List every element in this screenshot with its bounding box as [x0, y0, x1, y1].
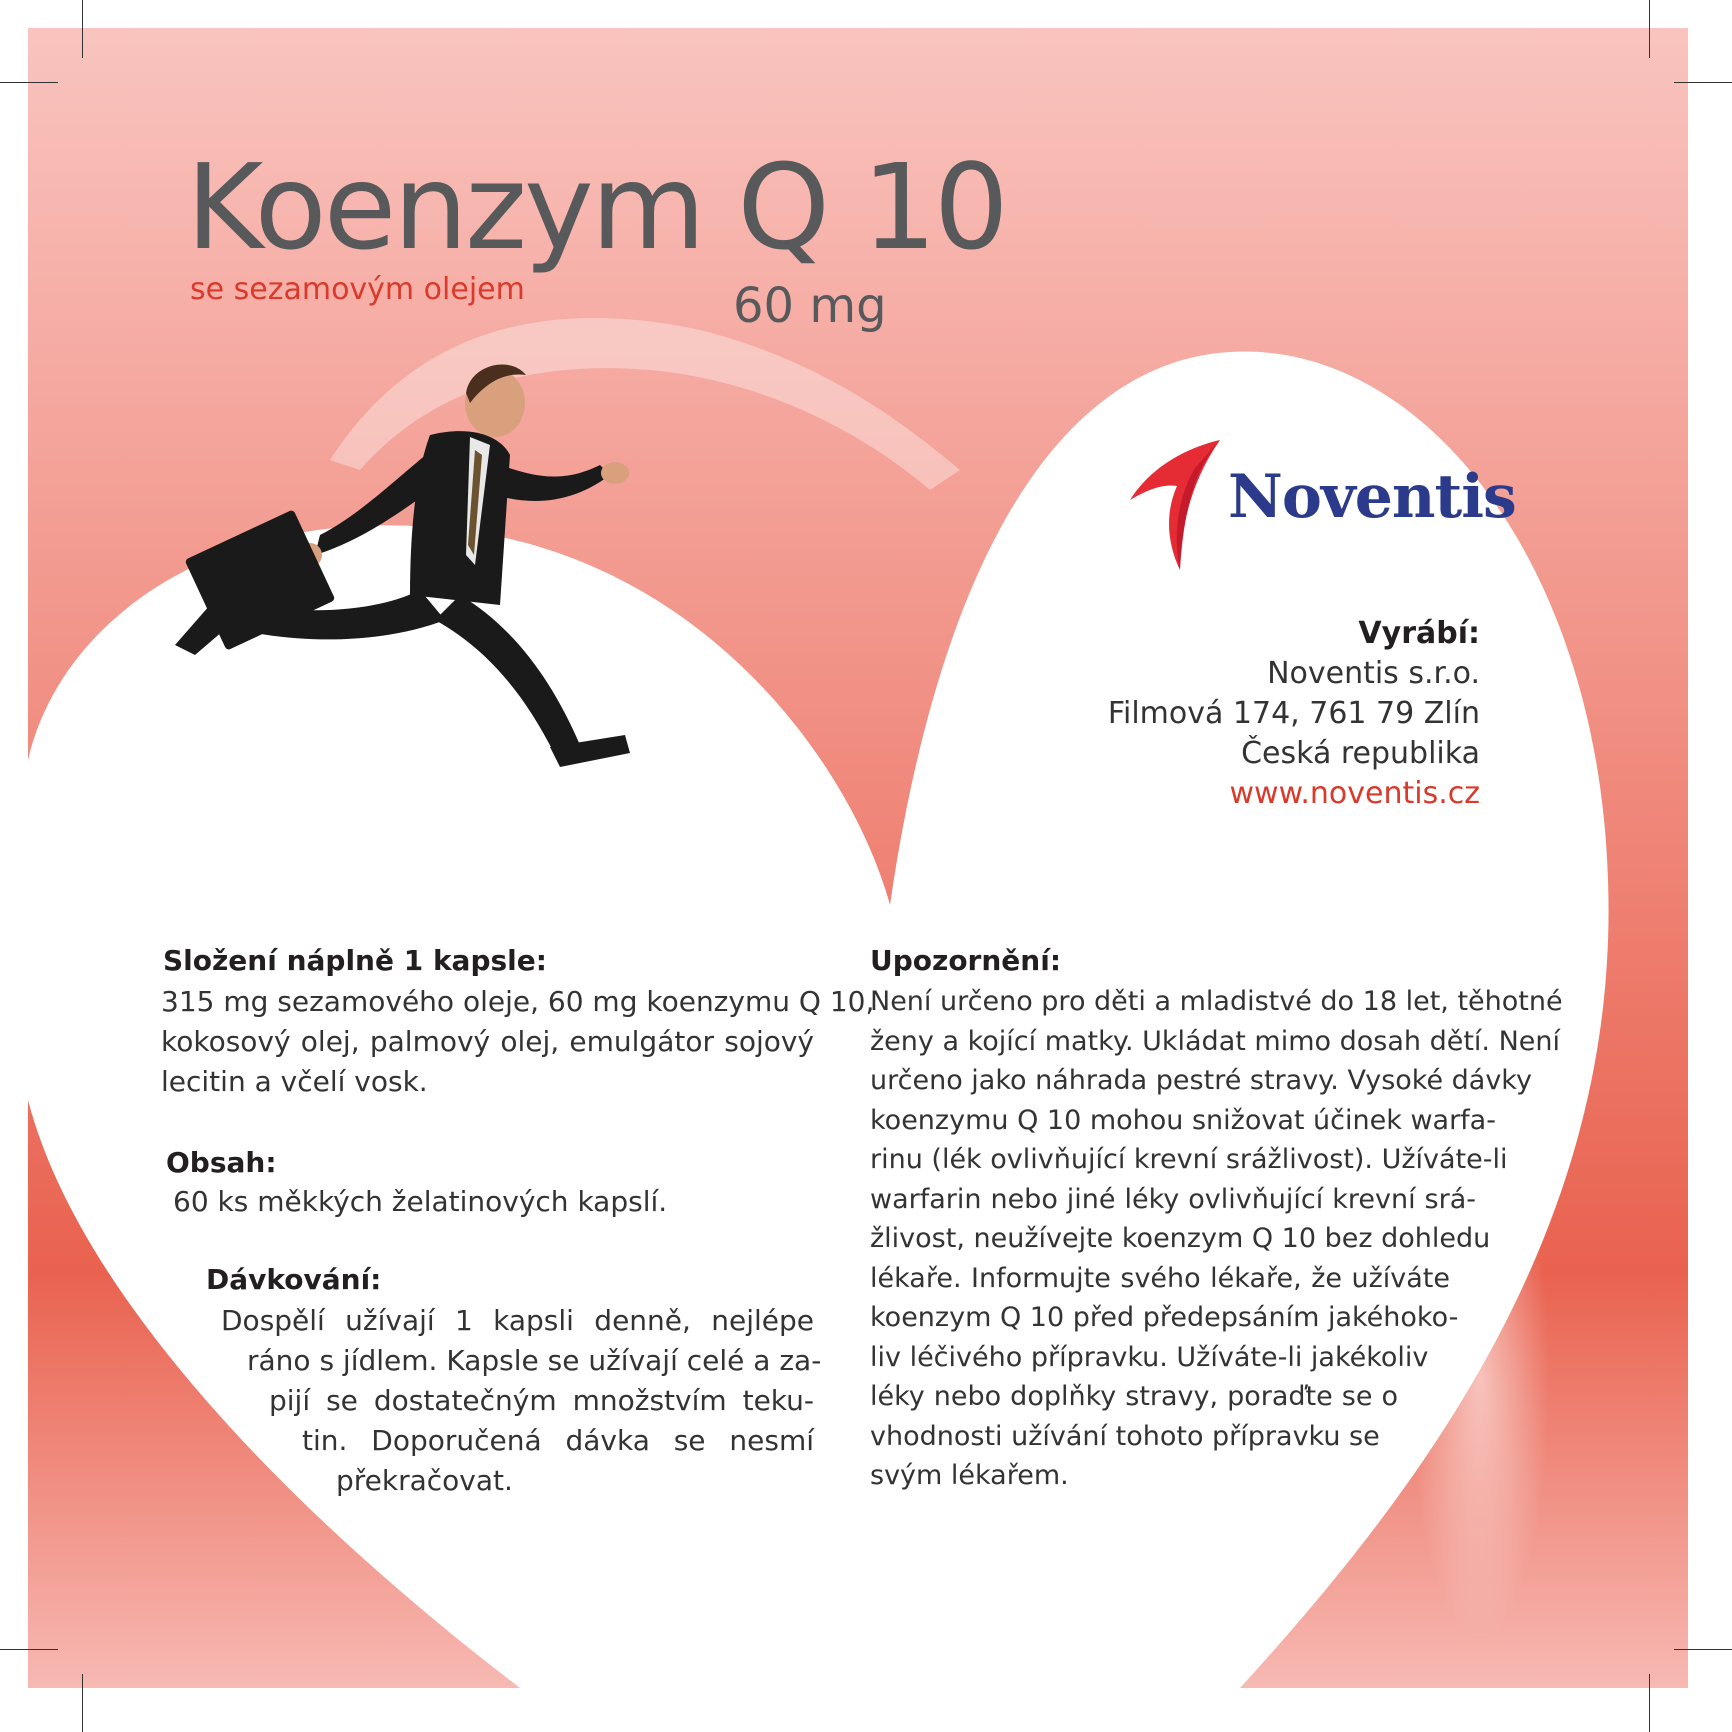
warning-line: koenzym Q 10 před předepsáním jakéhoko- — [870, 1302, 1459, 1333]
contents-heading: Obsah: — [166, 1146, 277, 1179]
composition-line: 315 mg sezamového oleje, 60 mg koenzymu Q 10, — [161, 985, 875, 1018]
composition-line: lecitin a včelí vosk. — [161, 1065, 428, 1098]
manufacturer-name: Noventis s.r.o. — [1267, 656, 1480, 691]
warning-line: žlivost, neužívejte koenzym Q 10 bez dohledu — [870, 1223, 1491, 1254]
manufacturer-country: Česká republika — [1241, 736, 1480, 771]
warning-line: koenzymu Q 10 mohou snižovat účinek warfa- — [870, 1104, 1496, 1136]
dosage-line: překračovat. — [336, 1464, 513, 1497]
composition-text — [161, 982, 875, 1102]
warning-line: svým lékařem. — [870, 1460, 1069, 1491]
product-title: Koenzym Q 10 — [186, 138, 1006, 276]
contents-text: 60 ks měkkých želatinových kapslí. — [173, 1185, 668, 1218]
product-subtitle: se sezamovým olejem — [190, 272, 525, 307]
crop-mark — [1649, 1674, 1650, 1732]
noventis-logo-text: Noventis — [1228, 462, 1516, 532]
crop-mark — [1649, 0, 1650, 58]
dosage-line: tin. Doporučená dávka se nesmí — [302, 1424, 814, 1457]
warning-line: rinu (lék ovlivňující krevní srážlivost). Užíváte-li — [870, 1144, 1508, 1175]
warning-line: lékaře. Informujte svého lékaře, že užíváte — [870, 1262, 1450, 1294]
warning-heading: Upozornění: — [870, 944, 1062, 977]
warning-text — [870, 982, 1563, 1496]
warning-line: vhodnosti užívání tohoto přípravku se — [870, 1420, 1380, 1452]
product-dose: 60 mg — [733, 278, 887, 334]
warning-line: warfarin nebo jiné léky ovlivňující krevní srá- — [870, 1183, 1476, 1215]
composition-heading: Složení náplně 1 kapsle: — [163, 944, 547, 977]
crop-mark — [0, 82, 58, 83]
warning-line: léky nebo doplňky stravy, poraďte se o — [870, 1381, 1398, 1412]
dosage-heading: Dávkování: — [206, 1263, 382, 1296]
running-businessman-image — [170, 355, 730, 825]
warning-line: ženy a kojící matky. Ukládat mimo dosah dětí. Není — [870, 1025, 1561, 1057]
manufacturer-heading: Vyrábí: — [1358, 616, 1480, 651]
warning-line: Není určeno pro děti a mladistvé do 18 let, těhotné — [870, 986, 1563, 1017]
crop-mark — [1674, 82, 1732, 83]
manufacturer-address: Filmová 174, 761 79 Zlín — [1107, 696, 1480, 731]
manufacturer-block — [1108, 614, 1480, 814]
dosage-line: ráno s jídlem. Kapsle se užívají celé a za- — [247, 1344, 822, 1377]
composition-line: kokosový olej, palmový olej, emulgátor sojový — [161, 1025, 814, 1058]
crop-mark — [1674, 1649, 1732, 1650]
dosage-text — [221, 1301, 822, 1501]
warning-line: určeno jako náhrada pestré stravy. Vysoké dávky — [870, 1065, 1532, 1096]
manufacturer-website-link[interactable]: www.noventis.cz — [1229, 776, 1480, 811]
noventis-logo-icon — [1125, 438, 1245, 572]
dosage-line: pijí se dostatečným množstvím teku- — [269, 1384, 814, 1417]
warning-line: liv léčivého přípravku. Užíváte-li jakékoliv — [870, 1341, 1429, 1373]
crop-mark — [0, 1649, 58, 1650]
crop-mark — [82, 0, 83, 58]
crop-mark — [82, 1674, 83, 1732]
dosage-line: Dospělí užívají 1 kapsli denně, nejlépe — [221, 1304, 814, 1337]
